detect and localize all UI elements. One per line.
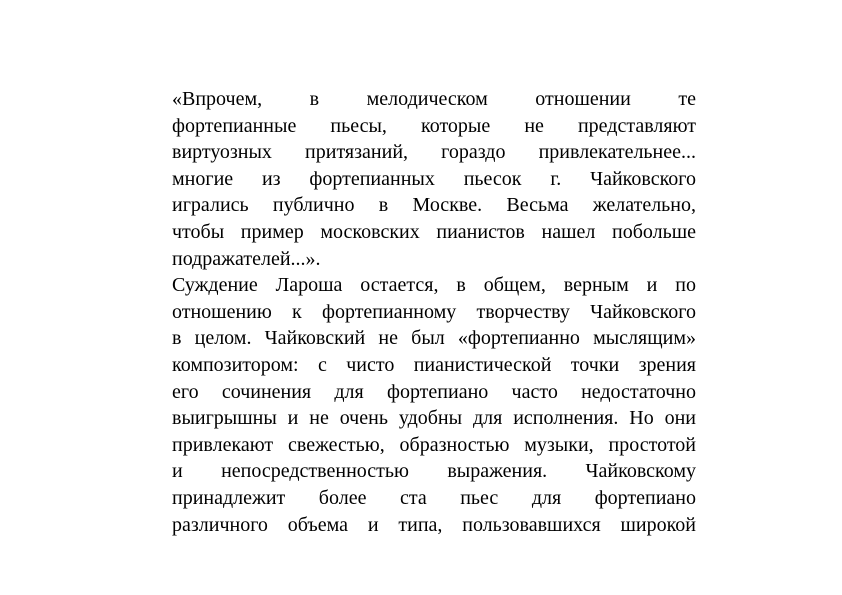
text-line: выигрышны и не очень удобны для исполнения. Но они: [172, 407, 696, 430]
text-line: в целом. Чайковский не был «фортепианно мыслящим»: [172, 327, 696, 350]
text-line: привлекают свежестью, образностью музыки, простотой: [172, 433, 696, 456]
paragraph-quote: [172, 86, 696, 272]
text-line: и непосредственностью выражения. Чайковскому: [172, 460, 696, 483]
paragraph-commentary: [172, 272, 696, 538]
text-line: виртуозных притязаний, гораздо привлекательнее...: [172, 141, 696, 164]
text-line: Суждение Лароша остается, в общем, верным и по: [172, 274, 696, 297]
text-line: композитором: с чисто пианистической точки зрения: [172, 353, 696, 376]
text-line: его сочинения для фортепиано часто недостаточно: [172, 380, 696, 403]
text-line: фортепианные пьесы, которые не представляют: [172, 114, 696, 137]
text-line: «Впрочем, в мелодическом отношении те: [172, 88, 696, 110]
text-line: многие из фортепианных пьесок г. Чайковского: [172, 167, 696, 190]
text-line: принадлежит более ста пьес для фортепиано: [172, 486, 696, 509]
text-line: подражателей...».: [172, 247, 321, 270]
text-line: игрались публично в Москве. Весьма желательно,: [172, 194, 696, 217]
text-line: чтобы пример московских пианистов нашел побольше: [172, 220, 696, 243]
text-line: отношению к фортепианному творчеству Чайковского: [172, 300, 696, 323]
text-line: различного объема и типа, пользовавшихся широкой: [172, 513, 696, 536]
text-body: [172, 86, 696, 538]
